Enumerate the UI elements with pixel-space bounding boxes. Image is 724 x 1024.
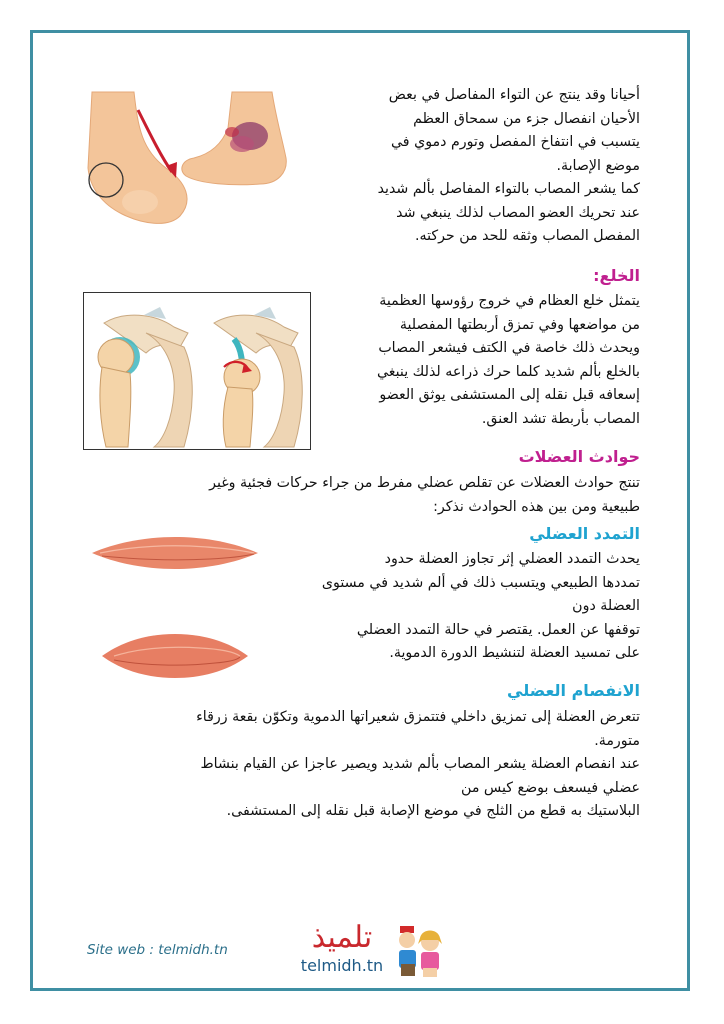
text-line: ويحدث ذلك خاصة في الكتف فيشعر المصاب [378, 340, 640, 356]
muscle-illustration [90, 533, 260, 573]
text-line: عند تحريك العضو المصاب لذلك ينبغي شد [396, 204, 640, 221]
text-line: يتسبب في انتفاخ المفصل وتورم دموي في [390, 134, 640, 150]
text-line: عضلي فيسعف بوضع كيس من [461, 779, 640, 796]
text-line: تتعرض العضلة إلى تمزيق داخلي فتتمزق شعيراتها الدموية وتكوّن بقعة زرقاء [196, 709, 640, 725]
text-line: عند انفصام العضلة يشعر المصاب بألم شديد ويصير عاجزا عن القيام بنشاط [200, 756, 640, 772]
muscle-illustration [100, 630, 250, 682]
sprain-paragraph [325, 84, 640, 249]
text-line: العضلة دون [572, 598, 640, 614]
muscle-tear-heading: الانفصام العضلي [507, 681, 640, 700]
text-line: بالخلع بألم شديد كلما حرك ذراعه لذلك ينبغي [376, 363, 640, 380]
text-line: كما يشعر المصاب بالتواء المفاصل بألم شديد [377, 181, 640, 197]
text-line: تمددها الطبيعي ويتسبب ذلك في ألم شديد في مستوى [321, 574, 640, 591]
ankle-sprain-illustration [82, 88, 292, 238]
logo-arabic-text: تلميذ [311, 920, 373, 955]
muscle-strain-heading: التمدد العضلي [529, 524, 640, 543]
dislocation-paragraph [322, 290, 640, 431]
text-line: البلاستيك به قطع من الثلج في موضع الإصابة قبل نقله إلى المستشفى. [226, 803, 640, 819]
telmidh-logo [286, 918, 446, 984]
muscle-accidents-paragraph [82, 472, 640, 519]
text-line: الأحيان انفصال جزء من سمحاق العظم [413, 110, 640, 127]
text-line: يتمثل خلع العظام في خروج رؤوسها العظمية [379, 293, 640, 309]
text-line: تنتج حوادث العضلات عن تقلص عضلي مفرط من جراء حركات فجئية وغير [209, 475, 640, 491]
text-line: طبيعية ومن بين هذه الحوادث نذكر: [433, 498, 640, 515]
text-line: توقفها عن العمل. يقتصر في حالة التمدد العضلي [356, 621, 640, 638]
muscle-accidents-heading: حوادث العضلات [518, 447, 640, 466]
students-icon [396, 924, 444, 980]
text-line: من مواضعها وفي تمزق أربطتها المفصلية [399, 316, 640, 333]
text-line: المفصل المصاب وثقه للحد من حركته. [414, 228, 640, 244]
text-line: إسعافه قبل نقله إلى المستشفى يوثق العضو [379, 387, 640, 403]
text-line: على تمسيد العضلة لتنشيط الدورة الدموية. [389, 645, 640, 661]
text-line: متورمة. [594, 732, 640, 749]
site-url[interactable]: Site web : telmidh.tn [87, 942, 228, 958]
dislocation-heading: الخلع: [593, 266, 640, 285]
text-line: يحدث التمدد العضلي إثر تجاوز العضلة حدود [384, 551, 640, 567]
logo-latin-text: telmidh.tn [300, 956, 384, 975]
text-line: موضع الإصابة. [556, 157, 640, 174]
text-line: أحيانا وقد ينتج عن التواء المفاصل في بعض [388, 87, 640, 103]
muscle-strain-paragraph [262, 548, 640, 666]
text-line: المصاب بأربطة تشد العنق. [481, 410, 640, 427]
muscle-tear-paragraph [82, 706, 640, 824]
shoulder-dislocation-illustration [83, 292, 311, 450]
